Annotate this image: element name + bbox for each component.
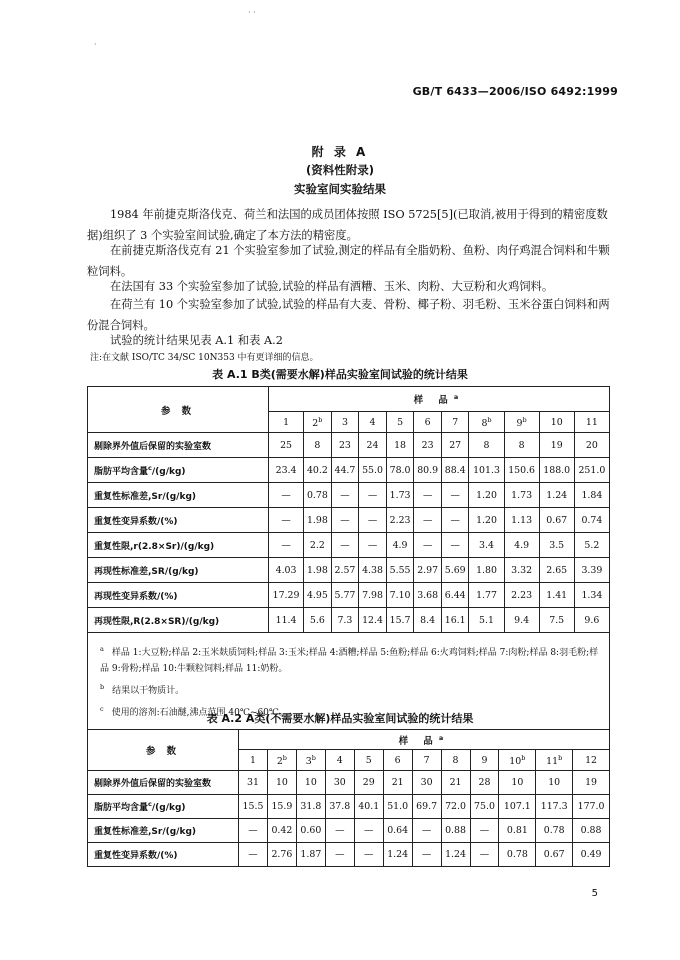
cell-value: — <box>354 819 383 843</box>
cell-value: 8 <box>469 433 504 458</box>
cell-value: 1.20 <box>469 508 504 533</box>
paragraph: 在法国有 33 个实验室参加了试验,试验的样品有酒糟、玉米、肉粉、大豆粉和火鸡饲料。 <box>110 280 554 293</box>
cell-value: 44.7 <box>331 458 359 483</box>
cell-value: 8 <box>504 433 539 458</box>
sample-number: 11$^b$ <box>536 750 573 771</box>
cell-value: — <box>331 533 359 558</box>
cell-value: 17.29 <box>269 583 304 608</box>
sample-number: 4 <box>359 412 387 433</box>
sample-number: 4 <box>325 750 354 771</box>
table2-caption: 表 A.2 A类(不需要水解)样品实验室间试验的统计结果 <box>206 712 474 725</box>
cell-value: 0.88 <box>441 819 470 843</box>
cell-value: 29 <box>354 771 383 795</box>
cell-value: 0.60 <box>296 819 325 843</box>
cell-value: — <box>412 843 441 867</box>
cell-value: 28 <box>470 771 499 795</box>
paragraph: 1984 年前捷克斯洛伐克、荷兰和法国的成员团体按照 ISO 5725[5](已取消,被用于得到的精密度数据)组织了 3 个实验室间试验,确定了本方法的精密度。 <box>87 208 608 242</box>
cell-value: 107.1 <box>499 795 536 819</box>
row-label: 剔除界外值后保留的实验室数 <box>88 433 269 458</box>
cell-value: 30 <box>325 771 354 795</box>
row-label: 再现性标准差,SR/(g/kg) <box>88 558 269 583</box>
standard-header: GB/T 6433—2006/ISO 6492:1999 <box>412 85 618 98</box>
sample-number: 2$^b$ <box>304 412 332 433</box>
cell-value: 150.6 <box>504 458 539 483</box>
cell-value: 1.73 <box>504 483 539 508</box>
cell-value: 15.5 <box>239 795 268 819</box>
param-header: 参 数 <box>88 387 269 433</box>
cell-value: 117.3 <box>536 795 573 819</box>
cell-value: — <box>269 508 304 533</box>
cell-value: 8 <box>304 433 332 458</box>
sample-number: 12 <box>573 750 610 771</box>
row-label: 重复性限,r(2.8×Sr)/(g/kg) <box>88 533 269 558</box>
table-row <box>88 533 610 558</box>
cell-value: 3.5 <box>539 533 574 558</box>
sample-number: 3 <box>331 412 359 433</box>
row-label: 再现性变异系数/(%) <box>88 583 269 608</box>
paragraph: 在前捷克斯洛伐克有 21 个实验室参加了试验,测定的样品有全脂奶粉、鱼粉、肉仔鸡混合饲料和牛颗粒饲料。 <box>87 244 610 278</box>
footnote: $^c$ 使用的溶剂:石油醚,沸点范围 40℃~60℃。 <box>100 705 288 718</box>
cell-value: 37.8 <box>325 795 354 819</box>
cell-value: 0.78 <box>499 843 536 867</box>
cell-value: 0.74 <box>574 508 609 533</box>
cell-value: 51.0 <box>383 795 412 819</box>
table-row <box>88 483 610 508</box>
cell-value: 80.9 <box>414 458 442 483</box>
sample-number: 3$^b$ <box>296 750 325 771</box>
cell-value: 2.76 <box>267 843 296 867</box>
cell-value: 4.9 <box>504 533 539 558</box>
table-row <box>88 433 610 458</box>
cell-value: 0.67 <box>536 843 573 867</box>
sample-number: 7 <box>441 412 469 433</box>
cell-value: 4.38 <box>359 558 387 583</box>
cell-value: — <box>325 819 354 843</box>
cell-value: 0.49 <box>573 843 610 867</box>
page-number: 5 <box>591 888 598 899</box>
table-row <box>88 819 610 843</box>
cell-value: 1.77 <box>469 583 504 608</box>
annex-title: 附 录 A <box>311 145 369 159</box>
row-label: 脂肪平均含量$^c$/(g/kg) <box>88 795 239 819</box>
cell-value: — <box>331 508 359 533</box>
table-row <box>88 508 610 533</box>
cell-value: 10 <box>267 771 296 795</box>
cell-value: 3.32 <box>504 558 539 583</box>
cell-value: 7.98 <box>359 583 387 608</box>
cell-value: 21 <box>441 771 470 795</box>
cell-value: 0.88 <box>573 819 610 843</box>
table-row <box>88 843 610 867</box>
cell-value: 0.64 <box>383 819 412 843</box>
footnote: $^b$ 结果以干物质计。 <box>100 683 185 696</box>
cell-value: 15.9 <box>267 795 296 819</box>
cell-value: 5.6 <box>304 608 332 633</box>
cell-value: 251.0 <box>574 458 609 483</box>
table-a2 <box>87 729 610 867</box>
cell-value: 23 <box>331 433 359 458</box>
cell-value: 2.23 <box>504 583 539 608</box>
sample-number: 1 <box>269 412 304 433</box>
cell-value: — <box>359 483 387 508</box>
row-label: 重复性变异系数/(%) <box>88 843 239 867</box>
cell-value: 0.78 <box>304 483 332 508</box>
footnote: $^a$ 样品 1:大豆粉;样品 2:玉米麸质饲料;样品 3:玉米;样品 4:酒糟;样品 5:鱼粉;样品 6:火鸡饲料;样品 7:肉粉;样品 8:羽毛粉;样品 9:骨粉;样品 10:牛颗粒饲料;样品 11:奶粉。 <box>100 645 599 674</box>
cell-value: — <box>470 819 499 843</box>
cell-value: 40.1 <box>354 795 383 819</box>
cell-value: — <box>325 843 354 867</box>
scan-speck: · <box>94 40 97 49</box>
table-row <box>88 583 610 608</box>
table-row <box>88 458 610 483</box>
cell-value: 2.65 <box>539 558 574 583</box>
cell-value: 20 <box>574 433 609 458</box>
sample-number: 11 <box>574 412 609 433</box>
cell-value: — <box>239 819 268 843</box>
cell-value: 5.55 <box>386 558 414 583</box>
cell-value: 8.4 <box>414 608 442 633</box>
cell-value: 1.34 <box>574 583 609 608</box>
cell-value: 18 <box>386 433 414 458</box>
sample-number: 9$^b$ <box>504 412 539 433</box>
cell-value: 1.24 <box>441 843 470 867</box>
row-label: 重复性标准差,Sr/(g/kg) <box>88 483 269 508</box>
table-row <box>88 795 610 819</box>
row-label: 重复性标准差,Sr/(g/kg) <box>88 819 239 843</box>
cell-value: — <box>470 843 499 867</box>
sample-number: 8 <box>441 750 470 771</box>
cell-value: 23 <box>414 433 442 458</box>
note: 注:在文献 ISO/TC 34/SC 10N353 中有更详细的信息。 <box>90 353 319 363</box>
cell-value: 5.69 <box>441 558 469 583</box>
cell-value: 7.5 <box>539 608 574 633</box>
row-label: 重复性变异系数/(%) <box>88 508 269 533</box>
sample-number: 5 <box>354 750 383 771</box>
cell-value: — <box>441 483 469 508</box>
cell-value: 1.41 <box>539 583 574 608</box>
cell-value: 5.77 <box>331 583 359 608</box>
cell-value: 2.2 <box>304 533 332 558</box>
paragraph: 试验的统计结果见表 A.1 和表 A.2 <box>110 334 283 347</box>
cell-value: 0.67 <box>539 508 574 533</box>
cell-value: 75.0 <box>470 795 499 819</box>
cell-value: 0.78 <box>536 819 573 843</box>
table-row <box>88 558 610 583</box>
cell-value: 2.57 <box>331 558 359 583</box>
sample-header: 样 品$^a$ <box>269 387 610 412</box>
param-header: 参 数 <box>88 730 239 771</box>
cell-value: — <box>239 843 268 867</box>
annex-subtitle: (资料性附录) <box>305 163 374 177</box>
sample-number: 9 <box>470 750 499 771</box>
cell-value: 78.0 <box>386 458 414 483</box>
cell-value: 5.1 <box>469 608 504 633</box>
cell-value: 5.2 <box>574 533 609 558</box>
cell-value: 10 <box>536 771 573 795</box>
cell-value: — <box>269 533 304 558</box>
cell-value: 1.24 <box>383 843 412 867</box>
cell-value: 1.87 <box>296 843 325 867</box>
cell-value: 1.13 <box>504 508 539 533</box>
table-row <box>88 771 610 795</box>
cell-value: 10 <box>296 771 325 795</box>
cell-value: 2.97 <box>414 558 442 583</box>
cell-value: 188.0 <box>539 458 574 483</box>
cell-value: — <box>269 483 304 508</box>
sample-number: 6 <box>383 750 412 771</box>
cell-value: 15.7 <box>386 608 414 633</box>
cell-value: 177.0 <box>573 795 610 819</box>
sample-number: 8$^b$ <box>469 412 504 433</box>
sample-number: 10 <box>539 412 574 433</box>
table1-caption: 表 A.1 B类(需要水解)样品实验室间试验的统计结果 <box>212 368 468 381</box>
cell-value: 2.23 <box>386 508 414 533</box>
cell-value: 101.3 <box>469 458 504 483</box>
cell-value: 31 <box>239 771 268 795</box>
cell-value: — <box>359 533 387 558</box>
cell-value: — <box>412 819 441 843</box>
cell-value: 10 <box>499 771 536 795</box>
cell-value: 9.6 <box>574 608 609 633</box>
cell-value: 40.2 <box>304 458 332 483</box>
cell-value: — <box>414 533 442 558</box>
row-label: 脂肪平均含量$^c$/(g/kg) <box>88 458 269 483</box>
paragraph: 在荷兰有 10 个实验室参加了试验,试验的样品有大麦、骨粉、椰子粉、羽毛粉、玉米谷蛋白饲料和两份混合饲料。 <box>87 298 610 332</box>
cell-value: 24 <box>359 433 387 458</box>
sample-number: 7 <box>412 750 441 771</box>
cell-value: 9.4 <box>504 608 539 633</box>
cell-value: 6.44 <box>441 583 469 608</box>
cell-value: — <box>331 483 359 508</box>
sample-number: 5 <box>386 412 414 433</box>
cell-value: 21 <box>383 771 412 795</box>
cell-value: 16.1 <box>441 608 469 633</box>
cell-value: 11.4 <box>269 608 304 633</box>
cell-value: — <box>441 508 469 533</box>
table-a1 <box>87 386 610 730</box>
cell-value: 4.9 <box>386 533 414 558</box>
sample-number: 2$^b$ <box>267 750 296 771</box>
cell-value: 1.84 <box>574 483 609 508</box>
cell-value: 0.42 <box>267 819 296 843</box>
cell-value: 4.95 <box>304 583 332 608</box>
cell-value: — <box>414 483 442 508</box>
table-row <box>88 608 610 633</box>
cell-value: 1.20 <box>469 483 504 508</box>
cell-value: 3.68 <box>414 583 442 608</box>
cell-value: 3.4 <box>469 533 504 558</box>
cell-value: 7.3 <box>331 608 359 633</box>
cell-value: 1.98 <box>304 558 332 583</box>
cell-value: 27 <box>441 433 469 458</box>
cell-value: 23.4 <box>269 458 304 483</box>
cell-value: 19 <box>573 771 610 795</box>
cell-value: 19 <box>539 433 574 458</box>
cell-value: 31.8 <box>296 795 325 819</box>
cell-value: 1.80 <box>469 558 504 583</box>
cell-value: 1.73 <box>386 483 414 508</box>
cell-value: 88.4 <box>441 458 469 483</box>
cell-value: 25 <box>269 433 304 458</box>
cell-value: — <box>441 533 469 558</box>
cell-value: 4.03 <box>269 558 304 583</box>
cell-value: 12.4 <box>359 608 387 633</box>
sample-number: 6 <box>414 412 442 433</box>
sample-number: 10$^b$ <box>499 750 536 771</box>
cell-value: 72.0 <box>441 795 470 819</box>
cell-value: 7.10 <box>386 583 414 608</box>
sample-header: 样 品$^a$ <box>239 730 610 750</box>
cell-value: 0.81 <box>499 819 536 843</box>
cell-value: 55.0 <box>359 458 387 483</box>
cell-value: — <box>359 508 387 533</box>
cell-value: 1.24 <box>539 483 574 508</box>
annex-heading: 实验室间实验结果 <box>294 182 386 196</box>
row-label: 剔除界外值后保留的实验室数 <box>88 771 239 795</box>
cell-value: 1.98 <box>304 508 332 533</box>
cell-value: 3.39 <box>574 558 609 583</box>
cell-value: 30 <box>412 771 441 795</box>
scan-speck: · · <box>248 8 256 17</box>
cell-value: — <box>414 508 442 533</box>
sample-number: 1 <box>239 750 268 771</box>
cell-value: 69.7 <box>412 795 441 819</box>
row-label: 再现性限,R(2.8×SR)/(g/kg) <box>88 608 269 633</box>
cell-value: — <box>354 843 383 867</box>
